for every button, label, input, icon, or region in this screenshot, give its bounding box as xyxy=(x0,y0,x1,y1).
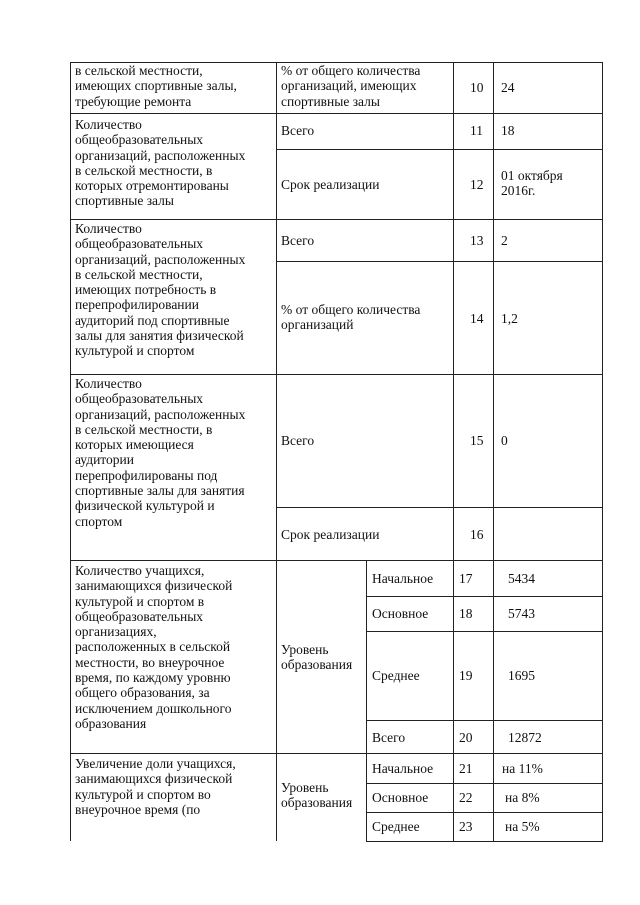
row-label: Количество общеобразовательных организаций, расположенных в сельской местности, в которых отремонтированы спортивные залы xyxy=(75,117,246,209)
table-border xyxy=(276,62,277,841)
table-border xyxy=(70,374,603,375)
row-number: 14 xyxy=(470,311,484,326)
level-label: Начальное xyxy=(372,761,434,776)
row-measure: Срок реализации xyxy=(281,177,380,192)
row-label: Увеличение доли учащихся, занимающихся физической культурой и спортом во внеурочное время (по xyxy=(75,756,236,817)
row-measure: % от общего количества организаций xyxy=(281,302,421,333)
row-value: на 8% xyxy=(505,790,540,805)
row-value: 01 октября 2016г. xyxy=(501,168,563,199)
row-measure: % от общего количества организаций, имеющих спортивные залы xyxy=(281,63,421,109)
row-measure: Срок реализации xyxy=(281,527,380,542)
row-number: 15 xyxy=(470,433,484,448)
row-number: 11 xyxy=(470,123,483,138)
row-number: 16 xyxy=(470,527,484,542)
row-value: 12872 xyxy=(508,730,542,745)
row-label: Количество общеобразовательных организаций, расположенных в сельской местности, в которых имеющиеся аудитории перепрофилированы под спортивные залы для занятия физической культурой и спортом xyxy=(75,376,246,529)
row-label: Количество общеобразовательных организаций, расположенных в сельской местности, имеющих потребность в перепрофилировании аудиторий под спортивные залы для занятия физической культурой и спортом xyxy=(75,221,246,359)
level-label: Среднее xyxy=(372,668,420,683)
table-border xyxy=(602,62,603,841)
level-label: Начальное xyxy=(372,571,434,586)
table-border xyxy=(366,560,367,841)
row-number: 17 xyxy=(459,571,473,586)
table-border xyxy=(453,62,454,560)
table-border xyxy=(70,113,603,114)
table-border xyxy=(70,560,603,561)
table-border xyxy=(366,841,603,842)
row-value: 5434 xyxy=(508,571,535,586)
row-measure: Всего xyxy=(281,233,315,248)
table-border xyxy=(276,507,603,508)
row-measure: Всего xyxy=(281,123,315,138)
row-measure: Уровень образования xyxy=(281,780,353,811)
row-number: 10 xyxy=(470,80,484,95)
row-number: 22 xyxy=(459,790,473,805)
table-border xyxy=(70,753,603,754)
table-border xyxy=(366,631,603,632)
level-label: Всего xyxy=(372,730,406,745)
row-number: 20 xyxy=(459,730,473,745)
row-number: 13 xyxy=(470,233,484,248)
level-label: Основное xyxy=(372,790,429,805)
row-number: 23 xyxy=(459,819,473,834)
row-number: 21 xyxy=(459,761,473,776)
table-border xyxy=(70,62,71,841)
row-value: 1,2 xyxy=(501,311,518,326)
level-label: Основное xyxy=(372,606,429,621)
row-value: 5743 xyxy=(508,606,535,621)
row-value: 1695 xyxy=(508,668,535,683)
row-value: на 5% xyxy=(505,819,540,834)
row-measure: Уровень образования xyxy=(281,642,353,673)
table-border xyxy=(276,149,603,150)
row-label: в сельской местности, имеющих спортивные залы, требующие ремонта xyxy=(75,63,237,109)
table-border xyxy=(366,596,603,597)
row-value: 24 xyxy=(501,80,515,95)
row-label: Количество учащихся, занимающихся физической культурой и спортом в общеобразовательных организациях, расположенных в сельской местности, во внеурочное время, по каждому уровню общего образования, за исключением дошкольного образования xyxy=(75,563,233,731)
row-value: 18 xyxy=(501,123,515,138)
table-border xyxy=(366,783,603,784)
table-border xyxy=(276,261,603,262)
table-border xyxy=(366,812,603,813)
row-number: 12 xyxy=(470,177,484,192)
table-border xyxy=(70,219,603,220)
table-border xyxy=(453,560,454,841)
row-number: 18 xyxy=(459,606,473,621)
level-label: Среднее xyxy=(372,819,420,834)
table-border xyxy=(366,720,603,721)
row-value: 0 xyxy=(501,433,508,448)
row-measure: Всего xyxy=(281,433,315,448)
row-value: 2 xyxy=(501,233,508,248)
table-border xyxy=(493,62,494,841)
row-number: 19 xyxy=(459,668,473,683)
row-value: на 11% xyxy=(502,761,543,776)
